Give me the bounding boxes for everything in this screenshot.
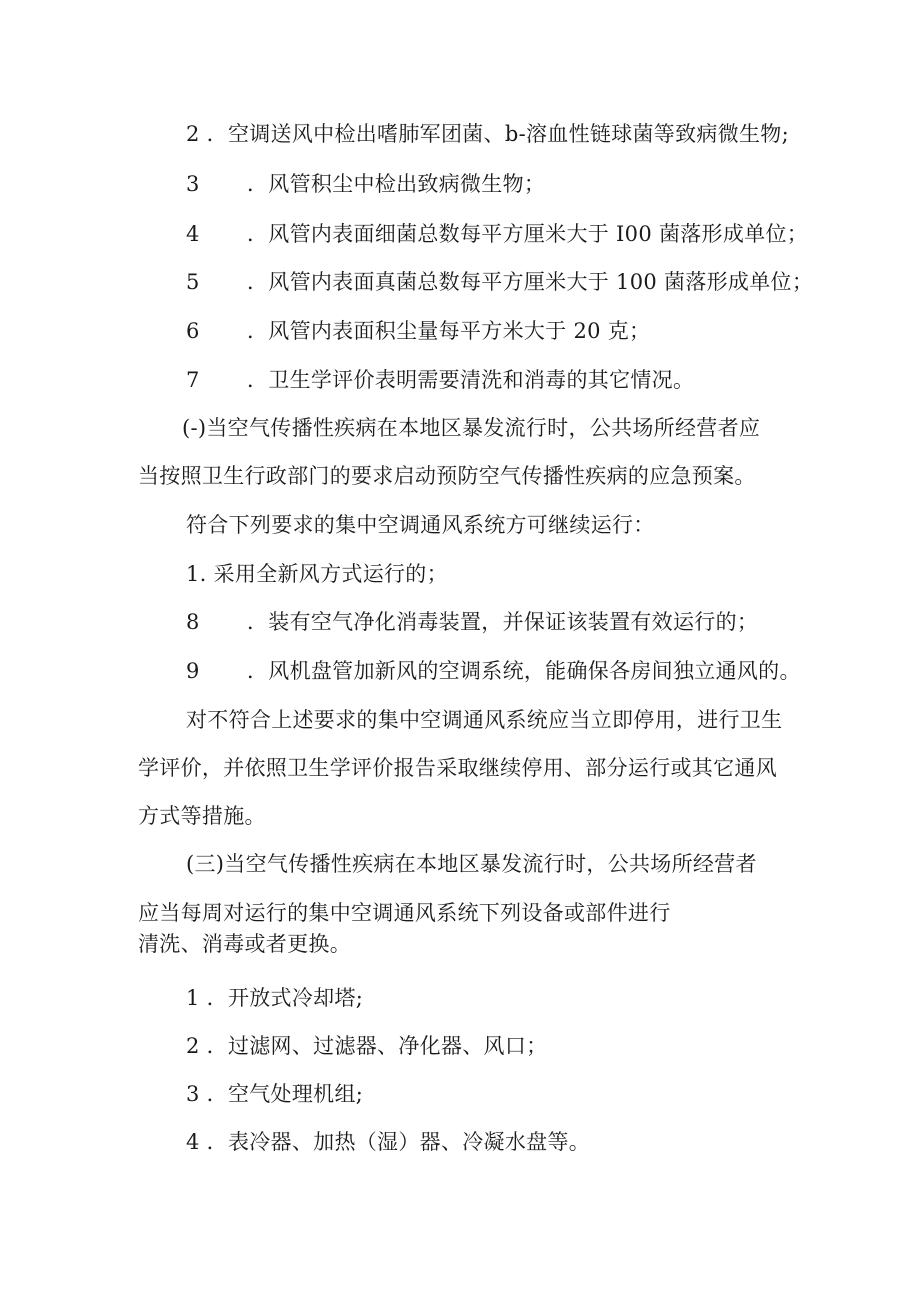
item-number: 2 [186,1034,200,1058]
item-number: 8 [186,610,200,634]
item-number: 7 [186,368,200,392]
item-number: 4 [186,222,200,246]
list-item [186,220,808,248]
list-item [186,170,545,198]
item-text: ．卫生学评价表明需要清洗和消毒的其它情况。 [246,368,695,392]
item-text: ．风管积尘中检出致病微生物； [246,172,546,196]
item-number: 9 [186,659,200,683]
item-text: ．空气处理机组; [206,1082,364,1106]
item-text: ．过滤网、过滤器、净化器、风口； [206,1034,548,1058]
paragraph-line: 学评价，并依照卫生学评价报告采取继续停用、部分运行或其它通风 [138,756,777,780]
list-item [186,984,363,1012]
list-item [186,268,813,296]
paragraph-line: (-)当空气传播性疾病在本地区暴发流行时，公共场所经营者应 [182,416,761,440]
paragraph-line: 符合下列要求的集中空调通风系统方可继续运行： [186,513,655,537]
list-item [186,608,758,636]
item-number: 3 [186,172,200,196]
item-number: 3 [186,1082,200,1106]
item-number: 4 [186,1130,200,1154]
item-number: 6 [186,319,200,343]
paragraph-line: 应当每周对运行的集中空调通风系统下列设备或部件进行 [138,901,671,925]
list-item [186,120,789,148]
item-number: 2 [186,122,200,146]
list-item [186,366,694,394]
item-text: ．装有空气净化消毒装置，并保证该装置有效运行的； [246,610,759,634]
paragraph-line: 清洗、消毒或者更换。 [138,932,351,956]
list-item: 1. 采用全新风方式运行的； [186,562,448,586]
item-text: ．表冷器、加热（湿）器、冷凝水盘等。 [206,1130,591,1154]
item-text: ．风机盘管加新风的空调系统，能确保各房间独立通风的。 [246,659,801,683]
list-item [186,1128,590,1156]
paragraph-line: (三)当空气传播性疾病在本地区暴发流行时，公共场所经营者 [186,852,757,876]
item-text: ．开放式冷却塔; [206,986,364,1010]
item-number: 5 [186,270,200,294]
list-item [186,1080,363,1108]
paragraph-line: 当按照卫生行政部门的要求启动预防空气传播性疾病的应急预案。 [138,464,756,488]
list-item [186,657,801,685]
paragraph-line: 对不符合上述要求的集中空调通风系统应当立即停用，进行卫生 [186,708,783,732]
item-text: ．风管内表面积尘量每平方米大于 20 克； [246,319,651,343]
item-text: ．空调送风中检出嗜肺军团菌、b-溶血性链球菌等致病微生物; [206,122,789,146]
list-item [186,317,650,345]
item-number: 1 [186,986,200,1010]
list-item [186,1032,547,1060]
item-text: ．风管内表面细菌总数每平方厘米大于 I00 菌落形成单位； [246,222,809,246]
paragraph-line: 方式等措施。 [138,804,266,828]
item-text: ．风管内表面真菌总数每平方厘米大于 100 菌落形成单位； [246,270,814,294]
